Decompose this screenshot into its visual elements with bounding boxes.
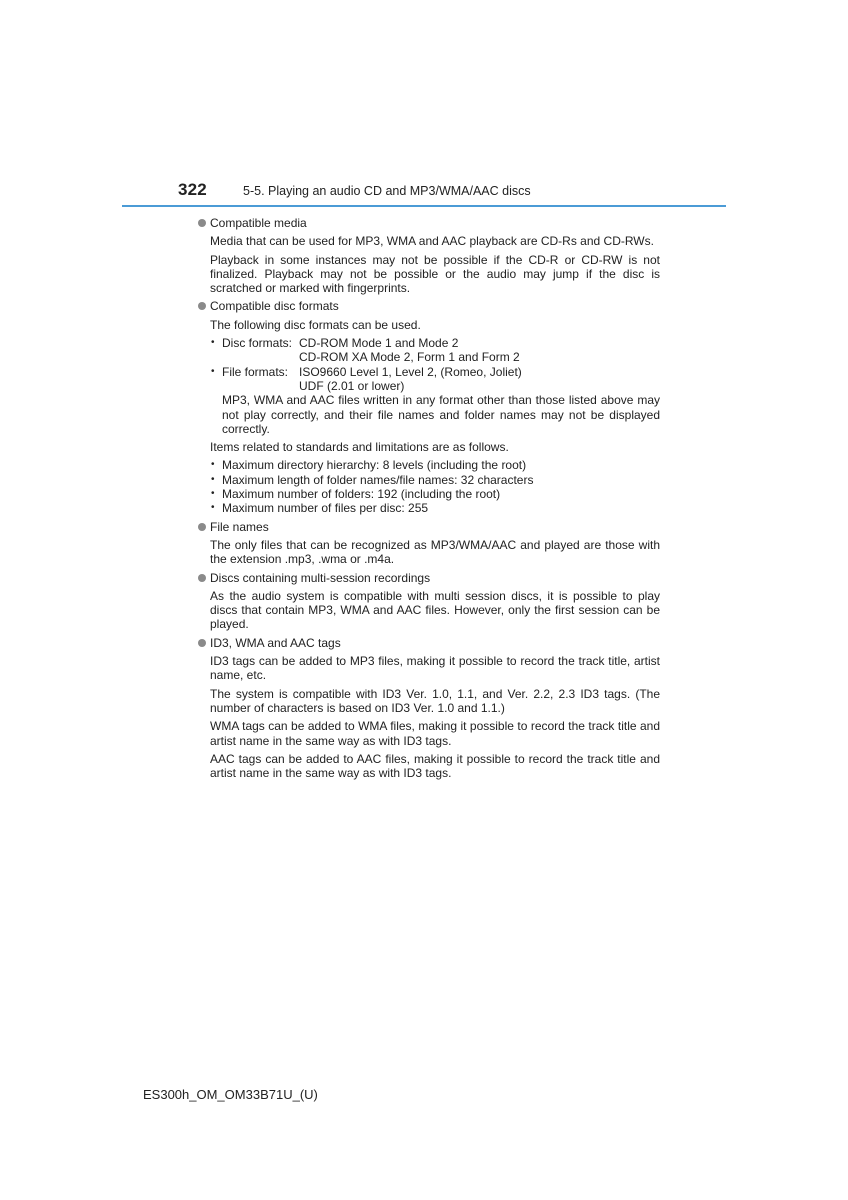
heading-text: Compatible media [210,216,307,230]
section-title: 5-5. Playing an audio CD and MP3/WMA/AAC discs [243,184,531,198]
paragraph: AAC tags can be added to AAC files, making it possible to record the track title and artist name in the same way as with ID3 tags. [210,751,660,781]
file-format-value: UDF (2.01 or lower) [299,378,405,393]
footer-doc-code: ES300h_OM_OM33B71U_(U) [143,1087,318,1102]
list-item: • Maximum length of folder names/file names: 32 characters [210,473,660,487]
heading-compatible-formats [198,299,660,313]
list-item: • Maximum directory hierarchy: 8 levels (including the root) [210,458,660,472]
bullet-icon [198,574,206,582]
header-rule [122,205,726,207]
paragraph: WMA tags can be added to WMA files, making it possible to record the track title and artist name in the same way as with ID3 tags. [210,719,660,748]
bullet-icon [198,302,206,310]
limits-list [210,458,660,515]
paragraph: ID3 tags can be added to MP3 files, making it possible to record the track title, artist name, etc. [210,654,660,683]
file-formats-label: • File formats: [222,364,289,379]
format-note: MP3, WMA and AAC files written in any format other than those listed above may not play correctly, and their file names and folder names may not be displayed correctly. [222,393,660,436]
heading-file-names [198,520,660,534]
disc-format-value: CD-ROM XA Mode 2, Form 1 and Form 2 [299,350,520,365]
bullet-icon [198,639,206,647]
heading-text: ID3, WMA and AAC tags [210,635,341,650]
paragraph: The system is compatible with ID3 Ver. 1.0, 1.1, and Ver. 2.2, 2.3 ID3 tags. (The number of characters is based on ID3 Ver. 1.0 and 1.1.) [210,686,660,715]
heading-text: Compatible disc formats [210,299,339,314]
bullet-icon [198,523,206,531]
paragraph: Items related to standards and limitations are as follows. [210,440,509,455]
format-list [210,336,660,393]
page-number: 322 [178,180,207,199]
disc-format-value: CD-ROM Mode 1 and Mode 2 [299,336,459,351]
list-item: • Maximum number of folders: 192 (including the root) [210,487,660,501]
heading-multi-session [198,571,660,585]
file-format-value: ISO9660 Level 1, Level 2, (Romeo, Joliet) [299,364,522,379]
heading-text: File names [210,519,269,534]
list-item [210,365,660,394]
paragraph: As the audio system is compatible with multi session discs, it is possible to play discs that contain MP3, WMA and AAC files. However, only the first session can be played. [210,588,660,632]
heading-text: Discs containing multi-session recordings [210,570,431,585]
paragraph: Media that can be used for MP3, WMA and AAC playback are CD-Rs and CD-RWs. [210,234,654,249]
heading-tags [198,636,660,650]
bullet-icon [198,219,206,227]
page-content [198,216,660,784]
paragraph: The following disc formats can be used. [210,317,421,332]
list-item [210,336,660,365]
list-item: • Maximum number of files per disc: 255 [210,501,660,515]
disc-formats-label: • Disc formats: [222,336,293,351]
paragraph: The only files that can be recognized as MP3/WMA/AAC and played are those with the extension .mp3, .wma or .m4a. [210,537,660,567]
heading-compatible-media [198,216,660,230]
paragraph: Playback in some instances may not be possible if the CD-R or CD-RW is not finalized. Playback may not be possible or the audio may jump if the disc is scratched or marked with fingerprints. [210,252,660,296]
